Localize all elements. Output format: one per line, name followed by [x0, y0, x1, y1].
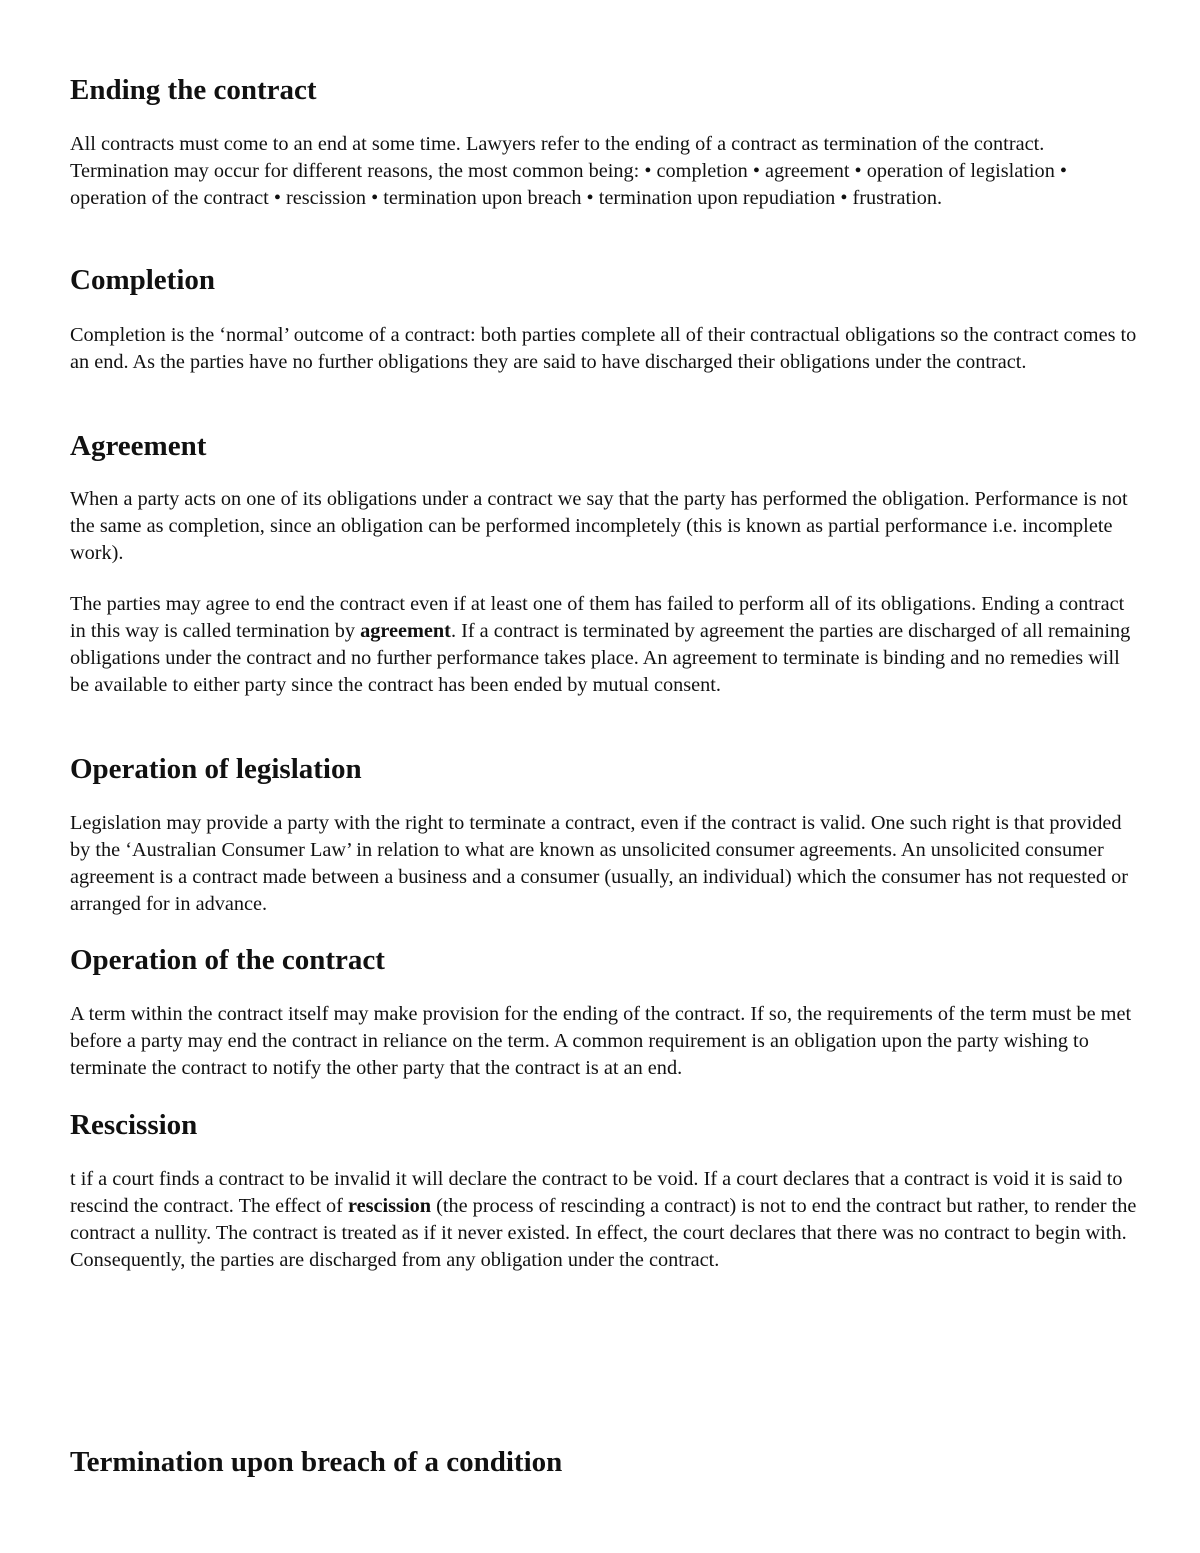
paragraph-operation-of-legislation: Legislation may provide a party with the right to terminate a contract, even if the contract is valid. One such right is that provided by the ‘Australian Consumer Law’ in relation to what are known as unsolicited consumer agreements. An unsolicited consumer agreement is a contract made between a business and a consumer (usually, an individual) which the consumer has not requested or arranged for in advance. [70, 812, 1129, 915]
rescission-text-before: t if a court finds a contract to be invalid it will declare the contract to be void. If a court declares that a contract is void it is said to rescind the contract. The effect of [70, 1168, 1123, 1217]
paragraph-completion: Completion is the ‘normal’ outcome of a contract: both parties complete all of their contractual obligations so the contract comes to an end. As the parties have no further obligations they are said to have discharged their obligations under the contract. [70, 324, 1137, 373]
heading-ending-the-contract: Ending the contract [70, 74, 317, 106]
agreement-text-before: The parties may agree to end the contract even if at least one of them has failed to perform all of its obligations. Ending a contract in this way is called termination by [70, 593, 1125, 642]
paragraph-ending-the-contract: All contracts must come to an end at some time. Lawyers refer to the ending of a contract as termination of the contract. Termination may occur for different reasons, the most common being: • completion • agreement • operation of legislation • operation of the contract • rescission • termination upon breach • termination upon repudiation • frustration. [70, 133, 1068, 209]
paragraph-operation-of-the-contract: A term within the contract itself may make provision for the ending of the contract. If so, the requirements of the term must be met before a party may end the contract in reliance on the term. A common requirement is an obligation upon the party wishing to terminate the contract to notify the other party that the contract is at an end. [70, 1003, 1132, 1079]
rescission-text-after: (the process of rescinding a contract) is not to end the contract but rather, to render the contract a nullity. The contract is treated as if it never existed. In effect, the court declares that there was no contract to begin with. Consequently, the parties are discharged from any obligation under the contract. [70, 1195, 1137, 1271]
paragraph-agreement-1: When a party acts on one of its obligations under a contract we say that the party has performed the obligation. Performance is not the same as completion, since an obligation can be performed incompletely (this is known as partial performance i.e. incomplete work). [70, 488, 1128, 564]
heading-completion: Completion [70, 264, 215, 296]
agreement-text-after: . If a contract is terminated by agreement the parties are discharged of all remaining obligations under the contract and no further performance takes place. An agreement to terminate is binding and no remedies will be available to either party since the contract has been ended by mutual consent. [70, 620, 1131, 696]
paragraph-agreement-2 [70, 591, 1140, 699]
heading-rescission: Rescission [70, 1109, 198, 1141]
agreement-bold-term: agreement [360, 620, 451, 642]
heading-operation-of-the-contract: Operation of the contract [70, 944, 385, 976]
paragraph-rescission [70, 1166, 1140, 1274]
heading-operation-of-legislation: Operation of legislation [70, 753, 362, 785]
heading-termination-upon-breach: Termination upon breach of a condition [70, 1446, 563, 1478]
heading-agreement: Agreement [70, 430, 207, 462]
rescission-bold-term: rescission [348, 1195, 432, 1217]
